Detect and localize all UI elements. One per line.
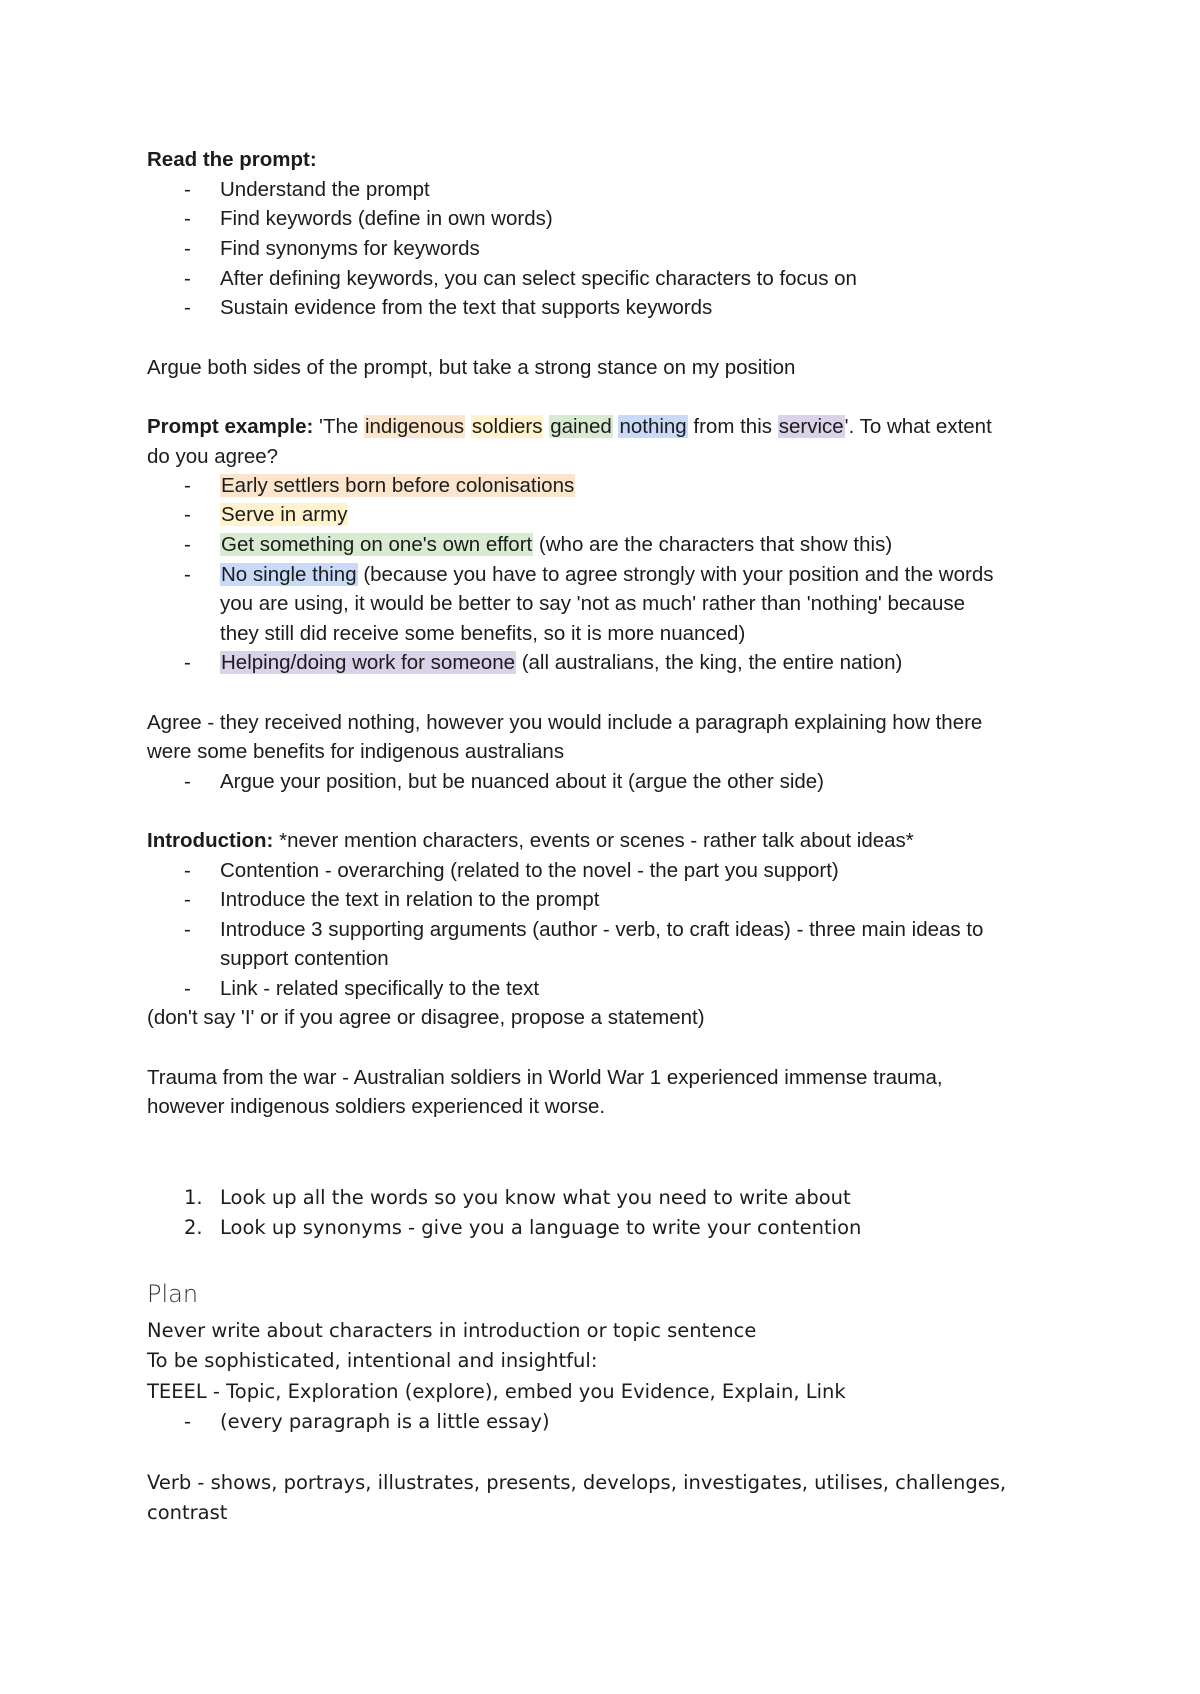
- verb-line-2: contrast: [147, 1501, 228, 1524]
- definition-indigenous: Early settlers born before colonisations: [221, 474, 575, 497]
- prompt-example-label: Prompt example:: [147, 415, 314, 438]
- trauma-line: Trauma from the war - Australian soldiers in World War 1 experienced immense trauma,: [147, 1066, 943, 1089]
- bullet-dash: -: [184, 474, 191, 497]
- bullet-dash: -: [184, 888, 191, 911]
- keyword-indigenous: indigenous: [364, 415, 465, 438]
- introduction-label: Introduction:: [147, 829, 274, 852]
- bullet-dash: -: [184, 237, 191, 260]
- list-item: Understand the prompt: [220, 178, 430, 201]
- definition-gained: Get something on one's own effort: [221, 533, 533, 556]
- prompt-example-line: [147, 412, 992, 442]
- list-item-text: (all australians, the king, the entire nation): [516, 651, 903, 674]
- list-item-continuation: they still did receive some benefits, so it is more nuanced): [220, 622, 746, 645]
- bullet-dash: -: [184, 651, 191, 674]
- introduction-line: [147, 826, 914, 856]
- argue-line: Argue both sides of the prompt, but take a strong stance on my position: [147, 356, 796, 379]
- plan-line: Never write about characters in introduction or topic sentence: [147, 1319, 757, 1342]
- list-item: After defining keywords, you can select specific characters to focus on: [220, 267, 857, 290]
- list-item: Introduce the text in relation to the prompt: [220, 888, 600, 911]
- definition-nothing: No single thing: [221, 563, 357, 586]
- numbered-item: Look up synonyms - give you a language to write your contention: [220, 1216, 862, 1239]
- list-item: [220, 530, 892, 560]
- definition-soldiers: Serve in army: [221, 503, 348, 526]
- list-item: Contention - overarching (related to the novel - the part you support): [220, 859, 839, 882]
- list-item: Find synonyms for keywords: [220, 237, 480, 260]
- bullet-dash: -: [184, 859, 191, 882]
- bullet-dash: -: [184, 533, 191, 556]
- numbered-item: Look up all the words so you know what you need to write about: [220, 1186, 851, 1209]
- prompt-text: from this: [687, 415, 778, 438]
- trauma-line-2: however indigenous soldiers experienced it worse.: [147, 1095, 606, 1118]
- keyword-gained: gained: [550, 415, 612, 438]
- bullet-dash: -: [184, 977, 191, 1000]
- list-item: Argue your position, but be nuanced about it (argue the other side): [220, 770, 825, 793]
- agree-line: Agree - they received nothing, however you would include a paragraph explaining how there: [147, 711, 983, 734]
- introduction-after: (don't say 'I' or if you agree or disagree, propose a statement): [147, 1006, 705, 1029]
- numbered-marker: 2.: [184, 1216, 203, 1239]
- list-item: (every paragraph is a little essay): [220, 1410, 550, 1433]
- list-item: [220, 648, 902, 678]
- list-item: [220, 500, 348, 530]
- list-item-text: (who are the characters that show this): [533, 533, 893, 556]
- list-item: Find keywords (define in own words): [220, 207, 553, 230]
- bullet-dash: -: [184, 918, 191, 941]
- bullet-dash: -: [184, 296, 191, 319]
- definition-service: Helping/doing work for someone: [221, 651, 515, 674]
- bullet-dash: -: [184, 1410, 192, 1433]
- plan-heading: Plan: [147, 1280, 199, 1308]
- list-item-continuation: you are using, it would be better to say 'not as much' rather than 'nothing' because: [220, 592, 965, 615]
- keyword-service: service: [778, 415, 844, 438]
- numbered-marker: 1.: [184, 1186, 203, 1209]
- prompt-example-line-2: do you agree?: [147, 445, 279, 468]
- agree-line-2: were some benefits for indigenous australians: [147, 740, 565, 763]
- bullet-dash: -: [184, 770, 191, 793]
- list-item: Introduce 3 supporting arguments (author - verb, to craft ideas) - three main ideas to: [220, 918, 984, 941]
- bullet-dash: -: [184, 207, 191, 230]
- verb-line: Verb - shows, portrays, illustrates, presents, develops, investigates, utilises, challenges,: [147, 1471, 1007, 1494]
- bullet-dash: -: [184, 178, 191, 201]
- list-item: Sustain evidence from the text that supports keywords: [220, 296, 713, 319]
- bullet-dash: -: [184, 563, 191, 586]
- bullet-dash: -: [184, 503, 191, 526]
- keyword-nothing: nothing: [619, 415, 687, 438]
- prompt-text: 'The: [313, 415, 364, 438]
- introduction-note: *never mention characters, events or scenes - rather talk about ideas*: [273, 829, 914, 852]
- keyword-soldiers: soldiers: [471, 415, 543, 438]
- prompt-text: '. To what extent: [844, 415, 992, 438]
- bullet-dash: -: [184, 267, 191, 290]
- list-item: [220, 560, 994, 590]
- plan-line: To be sophisticated, intentional and insightful:: [147, 1349, 598, 1372]
- read-prompt-heading: Read the prompt:: [147, 148, 317, 171]
- list-item: [220, 471, 575, 501]
- list-item-text: (because you have to agree strongly with your position and the words: [357, 563, 994, 586]
- list-item-continuation: support contention: [220, 947, 389, 970]
- plan-line: TEEEL - Topic, Exploration (explore), embed you Evidence, Explain, Link: [147, 1380, 846, 1403]
- list-item: Link - related specifically to the text: [220, 977, 540, 1000]
